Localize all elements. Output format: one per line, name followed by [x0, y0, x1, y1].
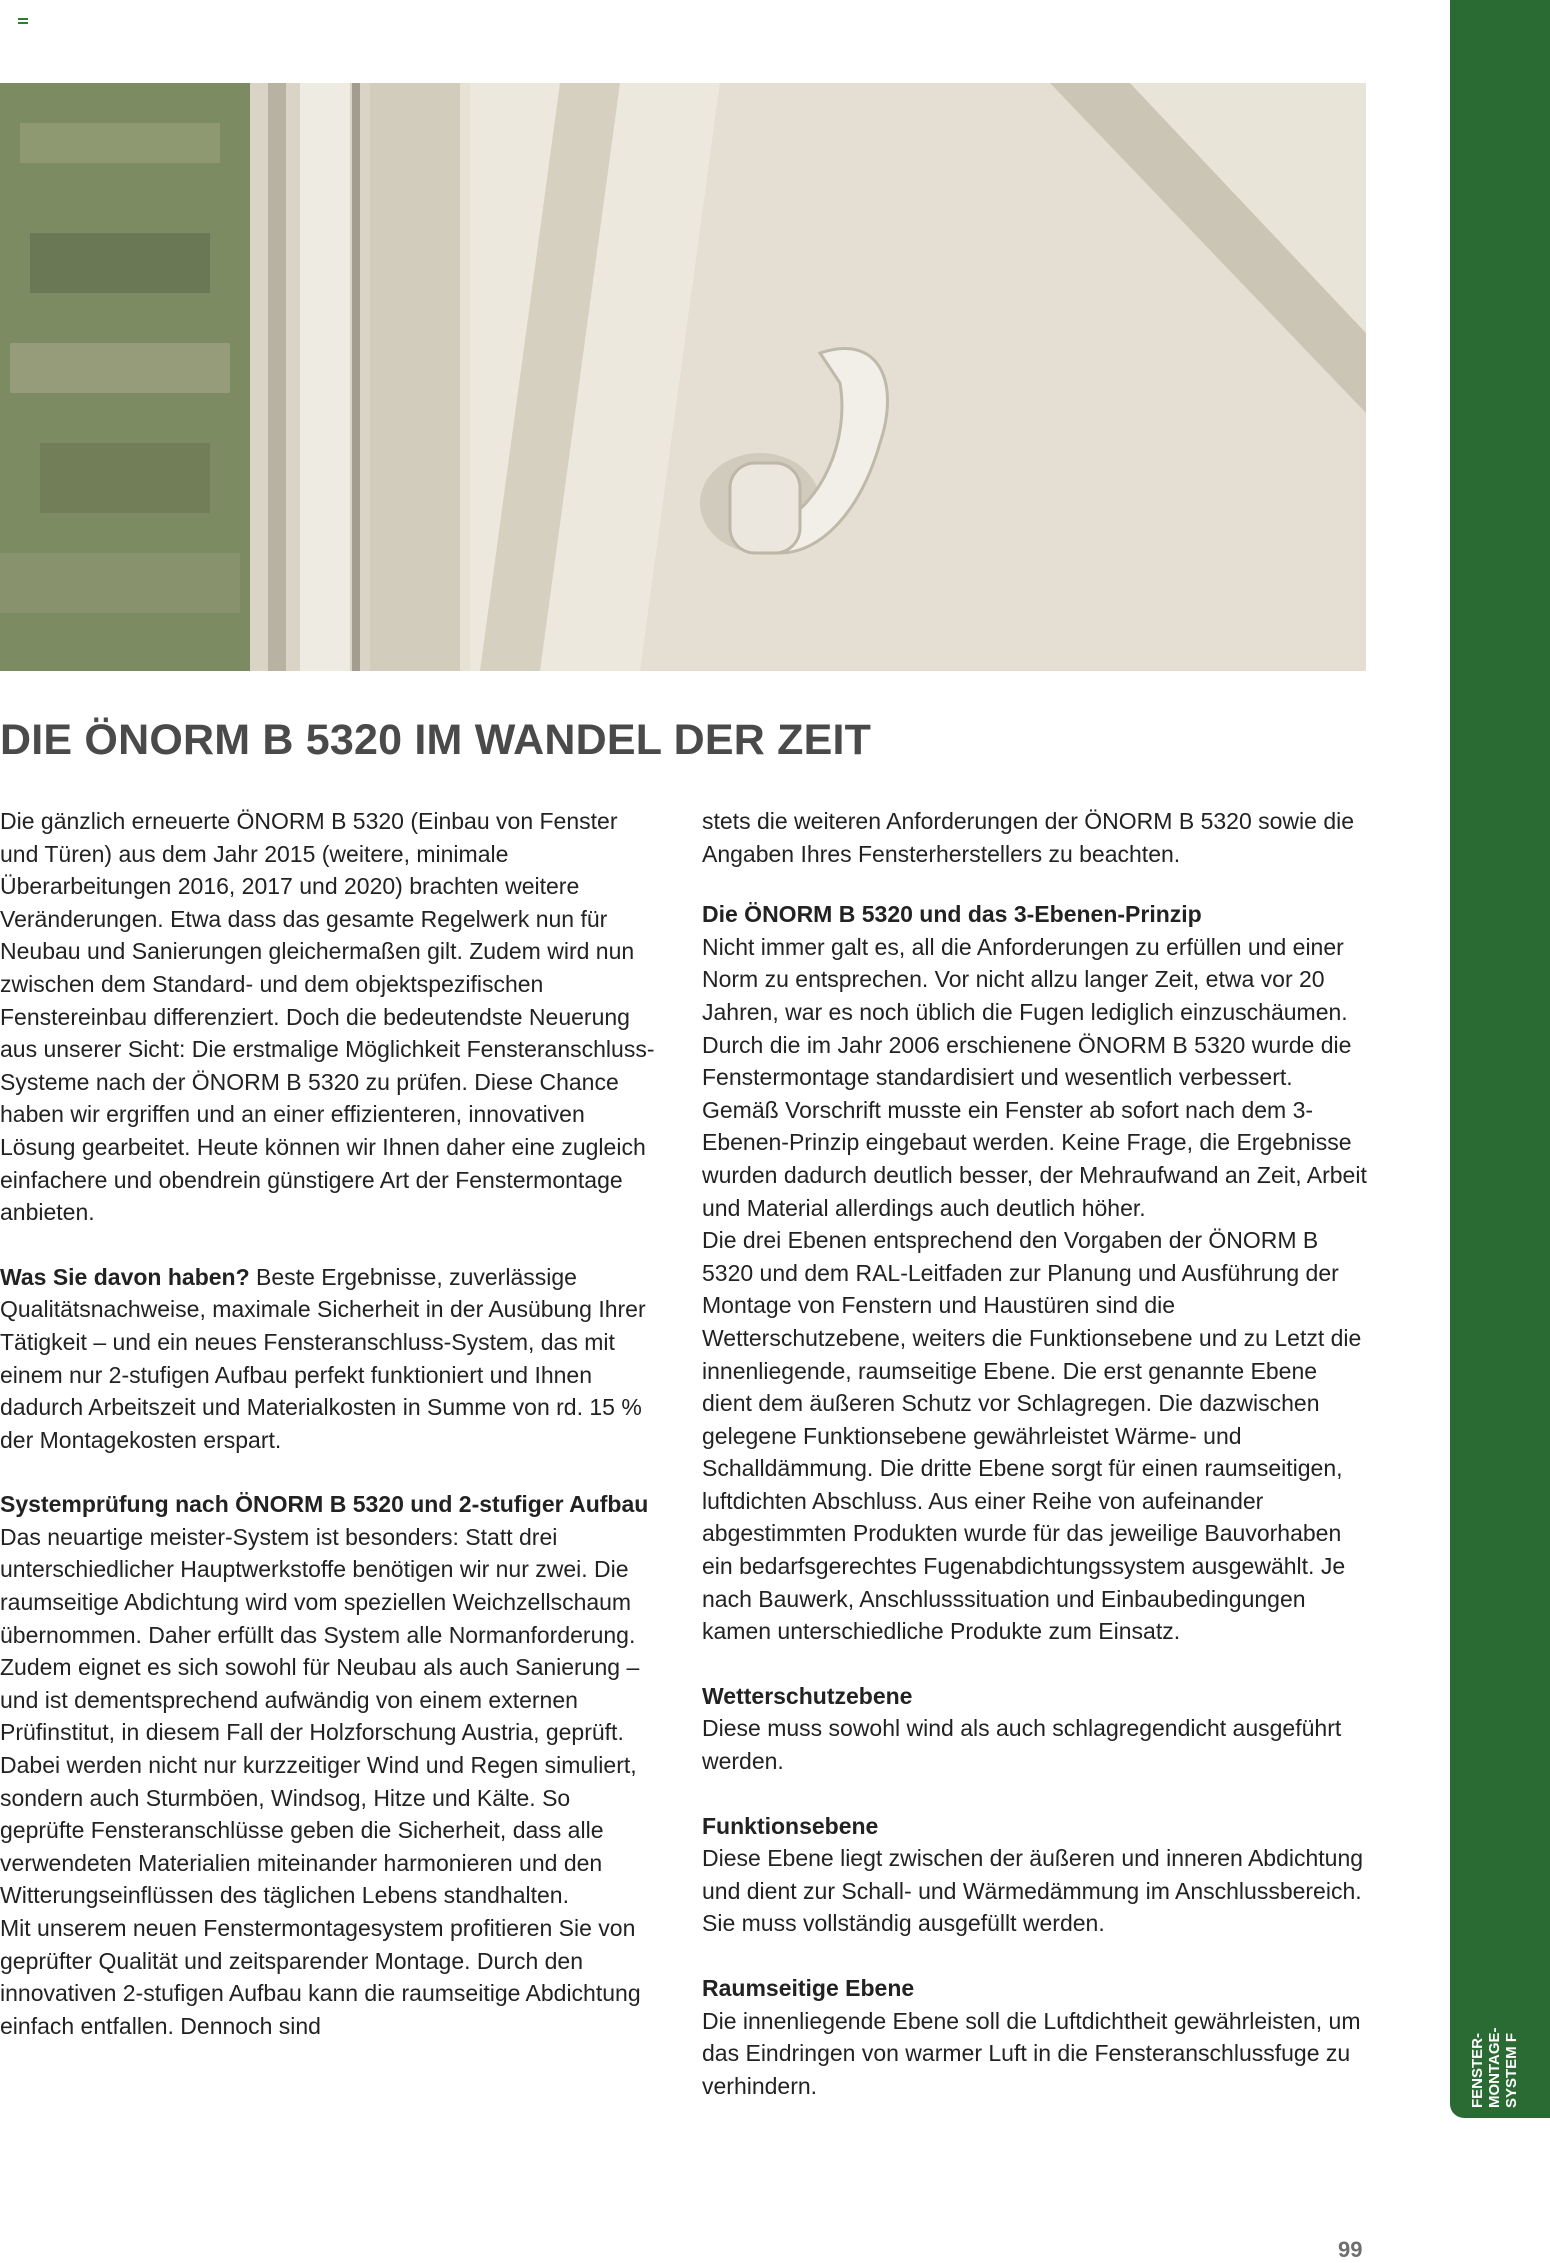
levels-paragraph: Die drei Ebenen entsprechend den Vorgaben der ÖNORM B 5320 und dem RAL-Leitfaden zur Planung und Ausführung der Montage von Fenstern und Haustüren sind die Wetterschutzebene, weiters die Funktionsebene und zu Letzt die innenliegende, raumseitige Ebene. Die erst genannte Ebene dient dem äußeren Schutz vor Schlagregen. Die dazwischen gelegene Funktionsebene gewährleistet Wärme- und Schalldämmung. Die dritte Ebene sorgt für einen raumseitigen, luftdichten Abschluss. Aus einer Reihe von aufeinander abgestimmten Produkten wurde für das jeweilige Bauvorhaben ein bedarfsgerechtes Fugenabdichtungssystem ausgewählt. Je nach Bauwerk, Anschlusssituation und Einbaubedingungen kamen unterschiedliche Produkte zum Einsatz.: [702, 1227, 1362, 1645]
profit-paragraph: Mit unserem neuen Fenstermontagesystem profitieren Sie von geprüfter Qualität und zeitsparender Montage. Durch den innovativen 2-stufigen Aufbau kann die raumseitige Abdichtung einfach entfallen. Dennoch sind: [0, 1915, 641, 2039]
benefits-lead: Was Sie davon haben?: [0, 1263, 250, 1290]
weather-heading: Wetterschutzebene: [702, 1682, 913, 1709]
page-number: 99: [1338, 2237, 1363, 2262]
room-side-heading: Raumseitige Ebene: [702, 1975, 915, 2001]
function-paragraph: Diese Ebene liegt zwischen der äußeren und inneren Abdichtung und dient zur Schall- und Wärmedämmung im Anschlussbereich. Sie muss vollständig ausgefüllt werden.: [702, 1845, 1364, 1937]
left-column: [0, 805, 660, 2042]
chapter-label-line1: FENSTER-: [1469, 2033, 1486, 2108]
page-title: DIE ÖNORM B 5320 IM WANDEL DER ZEIT: [0, 716, 872, 764]
weather-paragraph: Diese muss sowohl wind als auch schlagregendicht ausgeführt werden.: [702, 1715, 1342, 1775]
chapter-label-line2: MONTAGE-: [1486, 2027, 1503, 2108]
system-paragraph: Das neuartige meister-System ist besonders: Statt drei unterschiedlicher Hauptwerkstoffe benötigen wir nur zwei. Die raumseitige Abdichtung wird vom speziellen Weichzellschaum übernommen. Daher erfüllt das System alle Normanforderung. Zudem eignet es sich sowohl für Neubau als auch Sanierung – und ist dementsprechend aufwändig von einem externen Prüfinstitut, in diesem Fall der Holzforschung Austria, geprüft.: [0, 1523, 640, 1746]
chapter-label-line3: SYSTEM F: [1503, 2032, 1520, 2108]
continuation-paragraph: stets die weiteren Anforderungen der ÖNORM B 5320 sowie die Angaben Ihres Fensterherstellers zu beachten.: [702, 808, 1355, 867]
right-column: [702, 805, 1372, 2102]
room-side-paragraph: Die innenliegende Ebene soll die Luftdichtheit gewährleisten, um das Eindringen von warmer Luft in die Fensteranschlussfuge zu verhindern.: [702, 2007, 1361, 2099]
chapter-sidebar: [1450, 0, 1550, 2118]
window-illustration: [0, 83, 1366, 671]
three-level-heading: Die ÖNORM B 5320 und das 3-Ebenen-Prinzip: [702, 901, 1202, 928]
intro-paragraph: Die gänzlich erneuerte ÖNORM B 5320 (Einbau von Fenster und Türen) aus dem Jahr 2015 (weitere, minimale Überarbeitungen 2016, 2017 und 2020) brachten weitere Veränderungen. Etwa dass das gesamte Regelwerk nun für Neubau und Sanierungen gleichermaßen gilt. Zudem wird nun zwischen dem Standard- und dem objektspezifischen Fenstereinbau differenziert. Doch die bedeutendste Neuerung aus unserer Sicht: Die erstmalige Möglichkeit Fensteranschluss-Systeme nach der ÖNORM B 5320 zu prüfen. Diese Chance haben wir ergriffen und an einer effizienteren, innovativen Lösung gearbeitet. Heute können wir Ihnen daher eine zugleich einfachere und obendrein günstigere Art der Fenstermontage anbieten.: [0, 808, 655, 1226]
chapter-tab-label[interactable]: [1469, 1988, 1520, 2108]
benefits-paragraph: [0, 1261, 660, 1457]
window-photo: [0, 83, 1366, 671]
benefits-text: Beste Ergebnisse, zuverlässige Qualitätsnachweise, maximale Sicherheit in der Ausübung Ihrer Tätigkeit – und ein neues Fensteranschluss-System, das mit einem nur 2-stufigen Aufbau perfekt funktioniert und Ihnen dadurch Arbeitszeit und Materialkosten in Summe von rd. 15 % der Montagekosten erspart.: [0, 1263, 646, 1453]
menu-icon[interactable]: [18, 18, 28, 27]
simulation-paragraph: Dabei werden nicht nur kurzzeitiger Wind und Regen simuliert, sondern auch Sturmböen, Windsog, Hitze und Kälte. So geprüfte Fensteranschlüsse geben die Sicherheit, dass alle verwendeten Materialien miteinander harmonieren und den Witterungseinflüssen des täglichen Lebens standhalten.: [0, 1752, 637, 1909]
history-paragraph: Nicht immer galt es, all die Anforderungen zu erfüllen und einer Norm zu entsprechen. Vor nicht allzu langer Zeit, etwa vor 20 Jahren, war es noch üblich die Fugen lediglich einzuschäumen. Durch die im Jahr 2006 erschienene ÖNORM B 5320 wurde die Fenstermontage standardisiert und wesentlich verbessert. Gemäß Vorschrift musste ein Fenster ab sofort nach dem 3-Ebenen-Prinzip eingebaut werden. Keine Frage, die Ergebnisse wurden dadurch deutlich besser, der Mehraufwand an Zeit, Arbeit und Material allerdings auch deutlich höher.: [702, 933, 1367, 1221]
function-heading: Funktionsebene: [702, 1812, 879, 1839]
system-test-heading: Systemprüfung nach ÖNORM B 5320 und 2-stufiger Aufbau: [0, 1491, 649, 1518]
